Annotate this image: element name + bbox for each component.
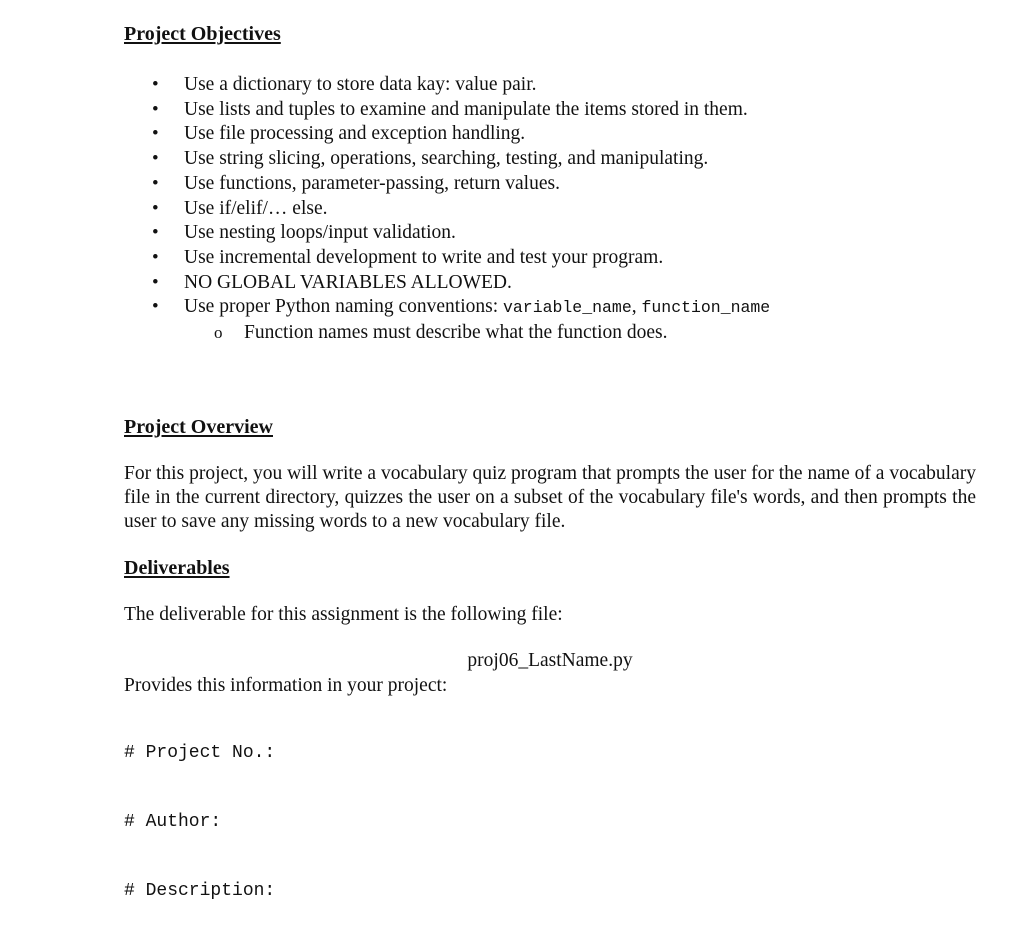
objective-item: • NO GLOBAL VARIABLES ALLOWED. (124, 271, 770, 296)
objective-item: • Use lists and tuples to examine and manipulate the items stored in them. (124, 98, 770, 123)
objective-item: • Use incremental development to write and test your program. (124, 246, 770, 271)
code-variable-name: variable_name (503, 298, 632, 318)
objectives-heading: Project Objectives (124, 23, 281, 45)
overview-paragraph: For this project, you will write a vocabulary quiz program that prompts the user for the name of a vocabulary file in the current directory, quizzes the user on a subset of the vocabulary file's words, and then prompts the user to save any missing words to a new vocabulary file. (124, 463, 976, 532)
objective-item: • Use nesting loops/input validation. (124, 221, 770, 246)
objective-item-naming (124, 295, 770, 345)
objective-item: • Use a dictionary to store data kay: value pair. (124, 73, 770, 98)
objective-item: • Use if/elif/… else. (124, 197, 770, 222)
objective-item: • Use string slicing, operations, searching, testing, and manipulating. (124, 147, 770, 172)
deliverable-filename: proj06_LastName.py (467, 650, 633, 671)
overview-heading: Project Overview (124, 416, 273, 438)
naming-text: Use proper Python naming conventions: (184, 296, 503, 318)
info-line: Provides this information in your project: (124, 675, 448, 696)
objective-item: • Use file processing and exception handling. (124, 122, 770, 147)
objective-sublist (184, 321, 770, 346)
code-line: # Author: (124, 812, 222, 832)
deliverables-intro: The deliverable for this assignment is the following file: (124, 604, 563, 625)
objective-item: • Use functions, parameter-passing, return values. (124, 172, 770, 197)
objective-subitem: o Function names must describe what the function does. (184, 321, 770, 346)
code-function-name: function_name (641, 298, 771, 318)
deliverables-heading: Deliverables (124, 557, 230, 579)
header-comment-block (124, 696, 275, 949)
code-line: # Description: (124, 881, 276, 901)
objectives-list (124, 73, 770, 346)
code-line: # Project No.: (124, 743, 276, 763)
naming-separator: , (631, 296, 642, 318)
